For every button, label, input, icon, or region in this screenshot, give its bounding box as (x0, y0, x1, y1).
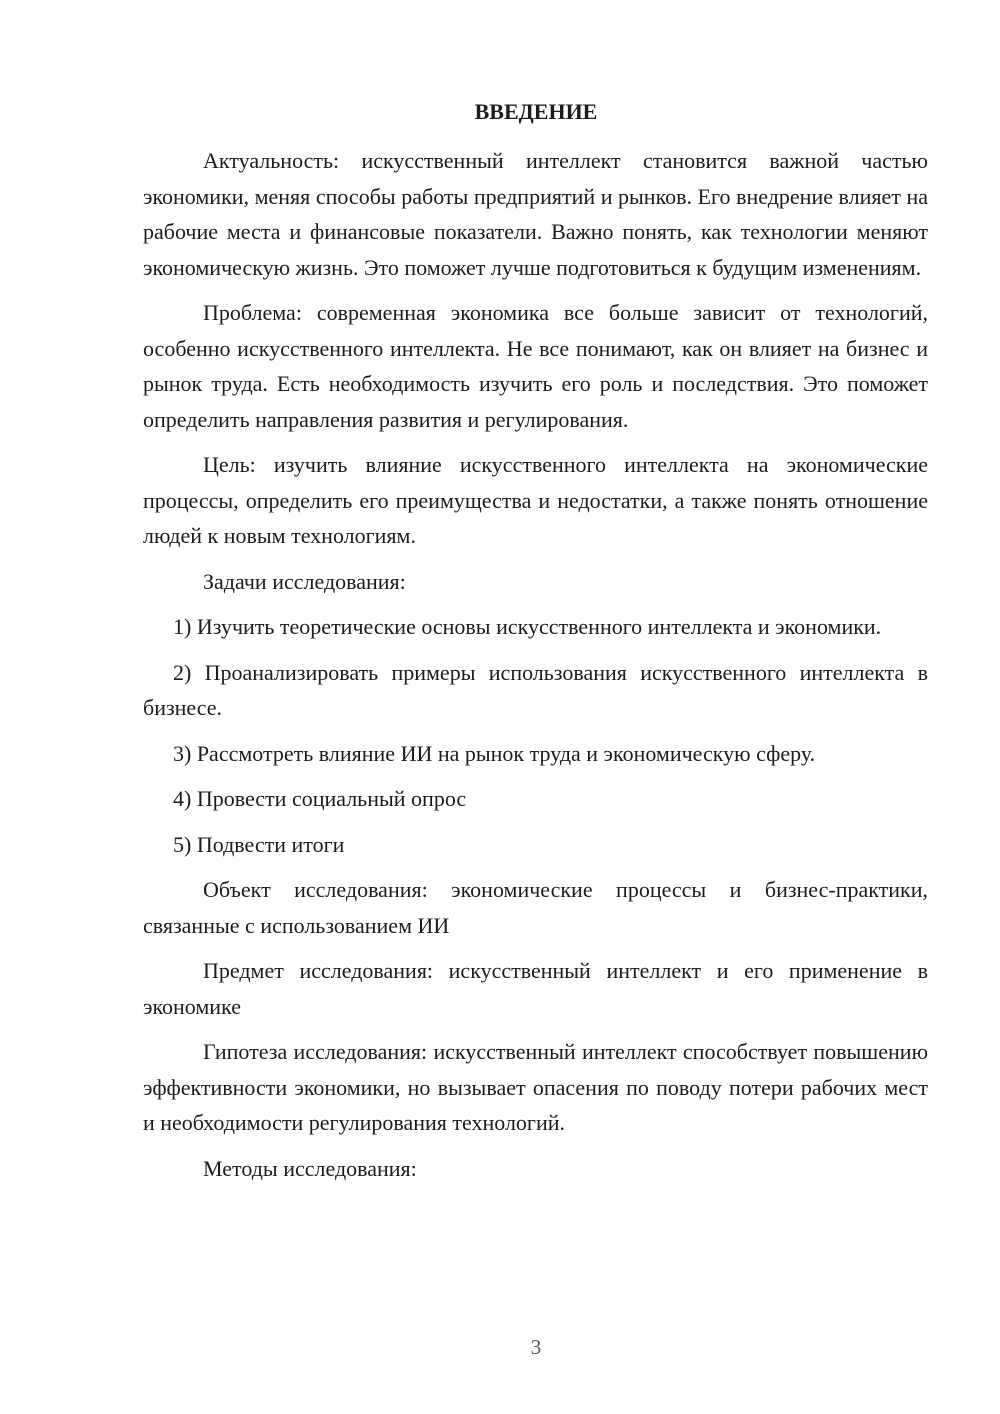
task-item-4: 4) Провести социальный опрос (173, 786, 467, 811)
task-item-1: 1) Изучить теоретические основы искусственного интеллекта и экономики. (173, 614, 882, 639)
paragraph-object: Объект исследования: экономические процессы и бизнес-практики, связанные с использованием ИИ (143, 877, 928, 938)
paragraph-goal: Цель: изучить влияние искусственного интеллекта на экономические процессы, определить его преимущества и недостатки, а также понять отношение людей к новым технологиям. (143, 452, 928, 548)
task-item-5: 5) Подвести итоги (173, 831, 345, 857)
paragraph-methods: Методы исследования: (203, 1155, 417, 1181)
document-body (143, 143, 928, 1196)
paragraph-problem: Проблема: современная экономика все больше зависит от технологий, особенно искусственного интеллекта. Не все понимают, как он влияет на бизнес и рынок труда. Есть необходимость изучить его роль и последствия. Это поможет определить направления развития и регулирования. (143, 300, 928, 432)
document-title: ВВЕДЕНИЕ (474, 99, 598, 124)
paragraph-hypothesis: Гипотеза исследования: искусственный интеллект способствует повышению эффективности экономики, но вызывает опасения по поводу потери рабочих мест и необходимости регулирования технологий. (143, 1039, 928, 1135)
paragraph-tasks-heading: Задачи исследования: (203, 568, 406, 594)
page-number: 3 (530, 1335, 542, 1359)
task-item-3: 3) Рассмотреть влияние ИИ на рынок труда и экономическую сферу. (173, 740, 816, 766)
task-item-2: 2) Проанализировать примеры использования искусственного интеллекта в бизнесе. (143, 659, 928, 720)
paragraph-relevance: Актуальность: искусственный интеллект становится важной частью экономики, меняя способы работы предприятий и рынков. Его внедрение влияет на рабочие места и финансовые показатели. Важно понять, как технологии меняют экономическую жизнь. Это поможет лучше подготовиться к будущим изменениям. (143, 148, 928, 280)
paragraph-subject: Предмет исследования: искусственный интеллект и его применение в экономике (143, 958, 928, 1019)
